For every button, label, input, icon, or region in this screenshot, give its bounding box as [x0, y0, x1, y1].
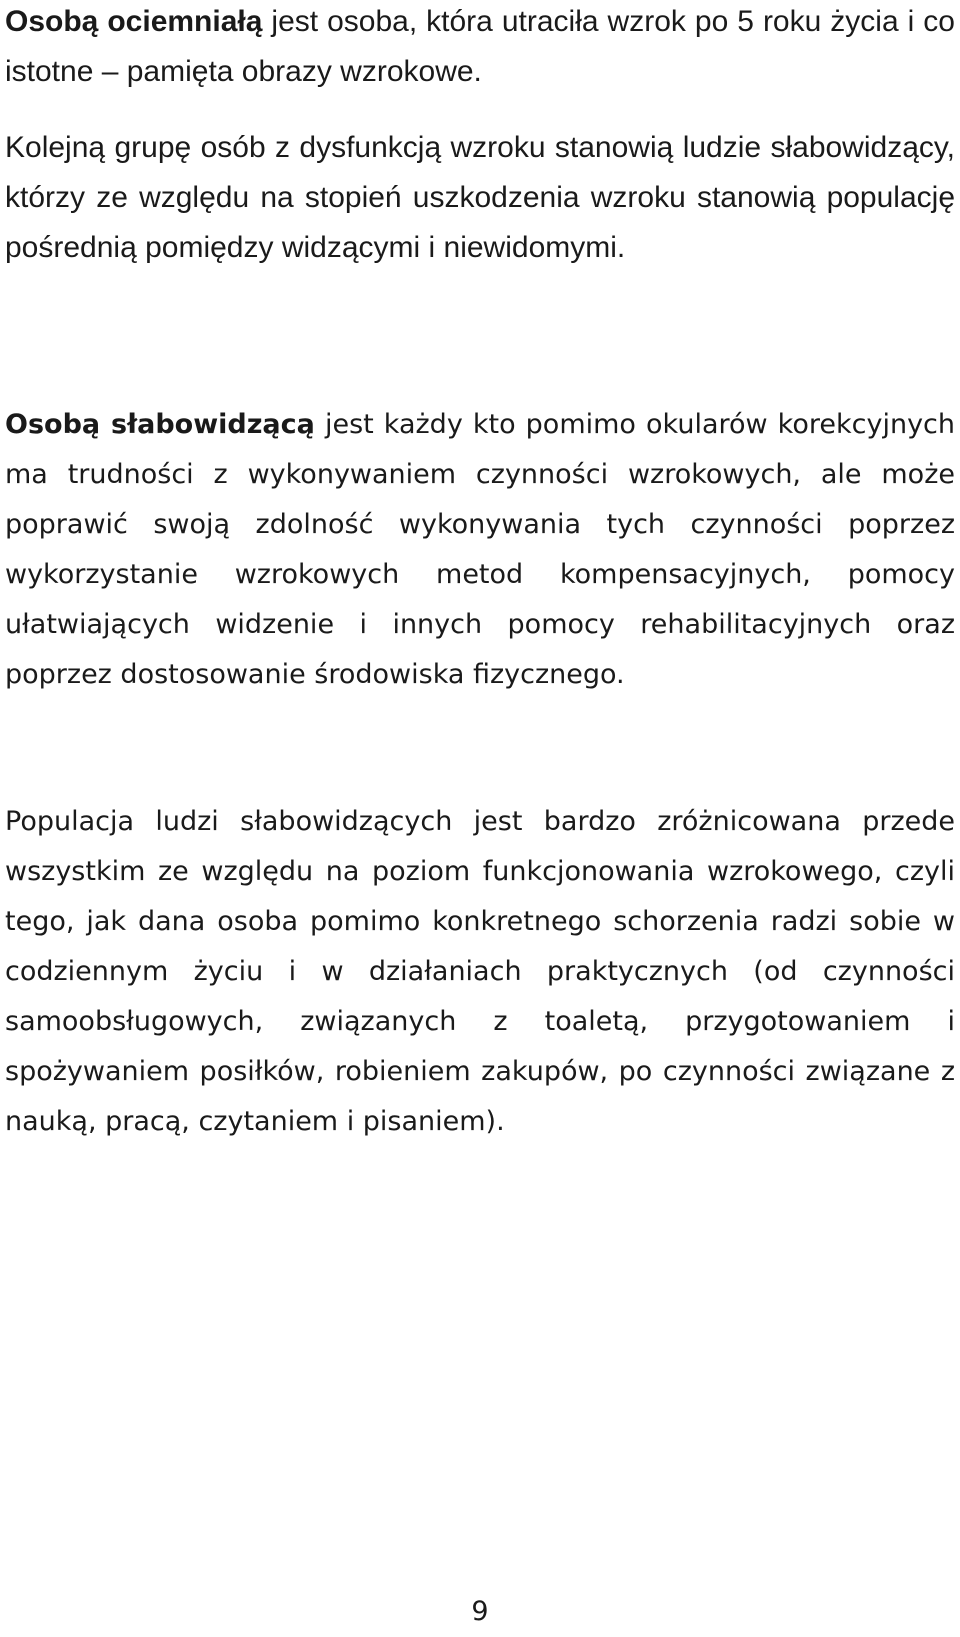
- paragraph-population: [5, 797, 955, 1147]
- paragraph-text: jest osoba, która utraciła wzrok po 5 roku życia i co istotne – pamięta obrazy wzrokowe.: [5, 5, 955, 88]
- page-number: 9: [471, 1596, 489, 1627]
- paragraph-low-vision-definition: [5, 400, 955, 700]
- paragraph-low-vision-intro: [5, 123, 955, 273]
- term-osoba-ociemniala: Osobą ociemniałą: [5, 5, 263, 38]
- paragraph-text: jest każdy kto pomimo okularów korekcyjnych ma trudności z wykonywaniem czynności wzrokowych, ale może poprawić swoją zdolność wykonywania tych czynności poprzez wykorzystanie wzrokowych metod kompensacyjnych, pomocy ułatwiających widzenie i innych pomocy rehabilitacyjnych oraz poprzez dostosowanie środowiska fizycznego.: [5, 409, 956, 690]
- paragraph-text: Populacja ludzi słabowidzących jest bardzo zróżnicowana przede wszystkim ze względu na poziom funkcjonowania wzrokowego, czyli tego, jak dana osoba pomimo konkretnego schorzenia radzi sobie w codziennym życiu i w działaniach praktycznych (od czynności samoobsługowych, związanych z toaletą, przygotowaniem i spożywaniem posiłków, robieniem zakupów, po czynności związane z nauką, pracą, czytaniem i pisaniem).: [5, 806, 955, 1137]
- term-osoba-slabowidzaca: Osobą słabowidzącą: [5, 409, 315, 440]
- paragraph-blind-definition: [5, 0, 955, 97]
- paragraph-text: Kolejną grupę osób z dysfunkcją wzroku stanowią ludzie słabowidzący, którzy ze względu na stopień uszkodzenia wzroku stanowią populację pośrednią pomiędzy widzącymi i niewidomymi.: [5, 131, 955, 264]
